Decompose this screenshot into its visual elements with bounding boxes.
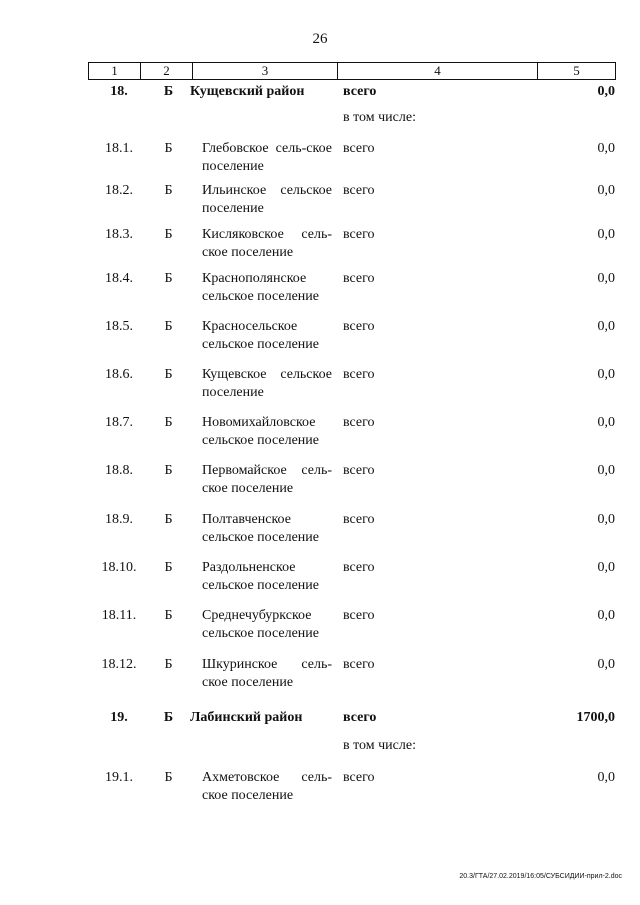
column-header-4: 4 — [338, 63, 538, 80]
row-type: всего — [343, 463, 375, 478]
row-name: Среднечубуркское сельское поселение — [202, 608, 319, 641]
row-name: Первомайское сель-ское поселение — [202, 463, 332, 496]
row-category: Б — [164, 463, 173, 478]
row-value: 0,0 — [597, 319, 615, 334]
including-label: в том числе: — [343, 738, 416, 753]
row-number: 18.12. — [101, 657, 137, 672]
column-header-1: 1 — [89, 63, 141, 80]
row-type: всего — [343, 271, 375, 286]
row-number: 19.1. — [105, 770, 133, 785]
row-type: всего — [343, 367, 375, 382]
row-category: Б — [164, 141, 173, 156]
row-value: 0,0 — [597, 367, 615, 382]
row-type: всего — [343, 84, 377, 99]
row-number: 18.5. — [105, 319, 133, 334]
row-value: 0,0 — [597, 560, 615, 575]
row-name: Полтавченское сельское поселение — [202, 512, 319, 545]
row-value: 0,0 — [597, 512, 615, 527]
including-label: в том числе: — [343, 110, 416, 125]
row-value: 0,0 — [597, 608, 615, 623]
row-number: 18.1. — [105, 141, 133, 156]
row-value: 1700,0 — [576, 710, 615, 725]
row-number: 18.6. — [105, 367, 133, 382]
row-name: Раздольненское сельское поселение — [202, 560, 319, 593]
column-header-table — [88, 62, 616, 80]
row-category: Б — [164, 271, 173, 286]
row-type: всего — [343, 183, 375, 198]
row-category: Б — [164, 227, 173, 242]
row-type: всего — [343, 608, 375, 623]
row-category: Б — [164, 183, 173, 198]
row-value: 0,0 — [597, 84, 615, 99]
row-number: 18.3. — [105, 227, 133, 242]
row-type: всего — [343, 415, 375, 430]
row-number: 18.9. — [105, 512, 133, 527]
row-category: Б — [164, 560, 173, 575]
row-value: 0,0 — [597, 141, 615, 156]
row-category: Б — [164, 608, 173, 623]
row-category: Б — [164, 512, 173, 527]
row-type: всего — [343, 710, 377, 725]
row-value: 0,0 — [597, 463, 615, 478]
row-type: всего — [343, 512, 375, 527]
row-type: всего — [343, 319, 375, 334]
row-name: Ахметовское сель-ское поселение — [202, 770, 332, 803]
row-value: 0,0 — [597, 657, 615, 672]
row-value: 0,0 — [597, 227, 615, 242]
row-number: 18.8. — [105, 463, 133, 478]
row-category: Б — [164, 770, 173, 785]
row-name: Красносельское сельское поселение — [202, 319, 319, 352]
row-name: Кущевский район — [190, 84, 305, 99]
row-name: Новомихайловское сельское поселение — [202, 415, 319, 448]
row-number: 18.11. — [101, 608, 137, 623]
row-value: 0,0 — [597, 183, 615, 198]
row-name: Глебовское сель-ское поселение — [202, 141, 332, 174]
row-number: 18.7. — [105, 415, 133, 430]
row-number: 18. — [110, 84, 128, 99]
row-category: Б — [164, 657, 173, 672]
row-number: 18.4. — [105, 271, 133, 286]
row-number: 18.2. — [105, 183, 133, 198]
column-header-2: 2 — [141, 63, 193, 80]
row-category: Б — [163, 710, 174, 725]
row-name: Ильинское сельское поселение — [202, 183, 332, 216]
row-type: всего — [343, 141, 375, 156]
row-value: 0,0 — [597, 415, 615, 430]
row-name: Шкуринское сель-ское поселение — [202, 657, 332, 690]
row-value: 0,0 — [597, 770, 615, 785]
column-header-3: 3 — [193, 63, 338, 80]
page-number: 26 — [312, 31, 328, 47]
row-name: Краснополянское сельское поселение — [202, 271, 319, 304]
document-footer: 20.3/ГТА/27.02.2019/16:05/СУБСИДИИ-прил-2.doc — [459, 873, 622, 880]
row-number: 18.10. — [101, 560, 137, 575]
row-number: 19. — [110, 710, 128, 725]
row-name: Лабинский район — [190, 710, 303, 725]
row-category: Б — [164, 367, 173, 382]
row-type: всего — [343, 560, 375, 575]
row-category: Б — [163, 84, 174, 99]
column-header-5: 5 — [538, 63, 616, 80]
row-category: Б — [164, 415, 173, 430]
row-type: всего — [343, 227, 375, 242]
row-value: 0,0 — [597, 271, 615, 286]
row-name: Кущевское сельское поселение — [202, 367, 332, 400]
row-category: Б — [164, 319, 173, 334]
row-type: всего — [343, 657, 375, 672]
row-type: всего — [343, 770, 375, 785]
row-name: Кисляковское сель-ское поселение — [202, 227, 332, 260]
